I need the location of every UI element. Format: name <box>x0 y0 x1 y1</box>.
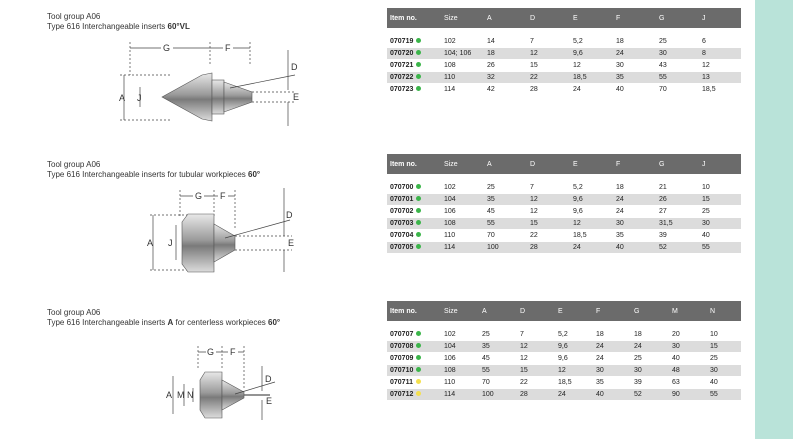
table-cell: 18,5 <box>555 377 593 389</box>
availability-dot-green <box>416 367 421 372</box>
item-number-cell <box>387 60 441 72</box>
availability-dot-yellow <box>416 391 421 396</box>
table-header <box>387 8 741 28</box>
table-cell: 22 <box>527 72 570 84</box>
table-cell: 114 <box>441 242 484 254</box>
table-cell: 39 <box>656 230 699 242</box>
table-cell: 24 <box>570 84 613 96</box>
table-cell: 30 <box>707 365 741 377</box>
item-number-cell <box>387 182 441 194</box>
table-cell: 24 <box>593 341 631 353</box>
availability-dot-green <box>416 196 421 201</box>
item-number-cell <box>387 36 441 48</box>
table-cell: 55 <box>479 365 517 377</box>
table-cell: 70 <box>484 230 527 242</box>
table-cell: 12 <box>527 206 570 218</box>
table-cell: 10 <box>707 329 741 341</box>
table-cell: 6 <box>699 36 741 48</box>
item-number-cell <box>387 230 441 242</box>
table-cell: 7 <box>527 36 570 48</box>
table-cell: 7 <box>527 182 570 194</box>
table-cell: 24 <box>613 206 656 218</box>
item-number-cell <box>387 206 441 218</box>
item-number: 070704 <box>390 232 414 239</box>
table-cell: 114 <box>441 84 484 96</box>
table-cell: 9,6 <box>570 206 613 218</box>
table-cell: 25 <box>484 182 527 194</box>
table-cell: 40 <box>707 377 741 389</box>
table-cell: 24 <box>555 389 593 401</box>
table-row <box>387 353 741 365</box>
dim-label-e: E <box>293 92 300 102</box>
section-title <box>47 12 190 32</box>
availability-dot-green <box>416 38 421 43</box>
table-cell: 55 <box>699 242 741 254</box>
table-cell: 30 <box>669 341 707 353</box>
item-number-cell <box>387 48 441 60</box>
item-number: 070709 <box>390 355 414 362</box>
table-cell: 20 <box>669 329 707 341</box>
table-cell: 35 <box>484 194 527 206</box>
availability-dot-green <box>416 184 421 189</box>
table-row <box>387 365 741 377</box>
dim-label-d: D <box>265 374 272 384</box>
column-header: G <box>656 154 699 174</box>
table-cell: 12 <box>527 194 570 206</box>
availability-dot-green <box>416 62 421 67</box>
table-cell: 63 <box>669 377 707 389</box>
availability-dot-green <box>416 86 421 91</box>
table-body <box>387 321 741 401</box>
table-cell: 30 <box>631 365 669 377</box>
table-cell: 52 <box>656 242 699 254</box>
table-cell: 10 <box>699 182 741 194</box>
dim-label-e: E <box>266 396 273 406</box>
table-cell: 15 <box>527 218 570 230</box>
table-row <box>387 242 741 254</box>
availability-dot-green <box>416 74 421 79</box>
table-row <box>387 377 741 389</box>
dim-label-f: F <box>220 191 226 201</box>
dim-label-m: M <box>177 390 185 400</box>
insert-diagram-tubular <box>110 180 310 280</box>
table-cell: 18 <box>631 329 669 341</box>
table-cell: 39 <box>631 377 669 389</box>
table-cell: 12 <box>699 60 741 72</box>
table-row <box>387 36 741 48</box>
section-heading: Tool group A06 <box>47 160 101 169</box>
dim-label-a: A <box>166 390 173 400</box>
table-cell: 30 <box>593 365 631 377</box>
table-cell: 9,6 <box>555 341 593 353</box>
availability-dot-green <box>416 208 421 213</box>
table-cell: 13 <box>699 72 741 84</box>
column-header: D <box>527 8 570 28</box>
table-cell: 110 <box>441 230 484 242</box>
column-header: E <box>570 8 613 28</box>
table-cell: 25 <box>707 353 741 365</box>
column-header: Size <box>441 154 484 174</box>
table-cell: 18,5 <box>570 72 613 84</box>
table-cell: 48 <box>669 365 707 377</box>
availability-dot-green <box>416 355 421 360</box>
table-cell: 90 <box>669 389 707 401</box>
column-header: Size <box>441 8 484 28</box>
column-header: E <box>570 154 613 174</box>
table-cell: 28 <box>517 389 555 401</box>
item-number-cell <box>387 389 441 401</box>
column-header: Item no. <box>387 301 441 321</box>
table-cell: 12 <box>570 218 613 230</box>
item-number: 070722 <box>390 74 414 81</box>
table-cell: 40 <box>669 353 707 365</box>
table-cell: 35 <box>593 377 631 389</box>
column-header: Size <box>441 301 479 321</box>
table-cell: 110 <box>441 72 484 84</box>
table-cell: 28 <box>527 242 570 254</box>
insert-diagram-centerless <box>110 338 310 438</box>
table-cell: 100 <box>484 242 527 254</box>
table-row <box>387 341 741 353</box>
table-cell: 25 <box>699 206 741 218</box>
availability-dot-green <box>416 244 421 249</box>
table-cell: 22 <box>527 230 570 242</box>
table-row <box>387 72 741 84</box>
table-cell: 18 <box>593 329 631 341</box>
table-row <box>387 182 741 194</box>
table-row <box>387 194 741 206</box>
table-cell: 55 <box>707 389 741 401</box>
table-cell: 102 <box>441 329 479 341</box>
section-subtitle: Type 616 Interchangeable inserts 60°VL <box>47 22 190 31</box>
availability-dot-green <box>416 331 421 336</box>
column-header: M <box>669 301 707 321</box>
column-header: G <box>656 8 699 28</box>
table-header <box>387 301 741 321</box>
table-cell: 15 <box>707 341 741 353</box>
table-row <box>387 329 741 341</box>
column-header: A <box>484 8 527 28</box>
table-cell: 18 <box>613 182 656 194</box>
item-number-cell <box>387 218 441 230</box>
item-number: 070701 <box>390 196 414 203</box>
dim-label-f: F <box>230 347 236 357</box>
availability-dot-green <box>416 343 421 348</box>
item-number: 070719 <box>390 38 414 45</box>
table-cell: 43 <box>656 60 699 72</box>
section-title <box>47 160 260 180</box>
table-row <box>387 218 741 230</box>
dim-label-e: E <box>288 238 295 248</box>
table-cell: 42 <box>484 84 527 96</box>
table-cell: 40 <box>593 389 631 401</box>
table-row <box>387 230 741 242</box>
table-cell: 24 <box>613 48 656 60</box>
table-cell: 40 <box>613 84 656 96</box>
table-cell: 108 <box>441 60 484 72</box>
table-cell: 15 <box>699 194 741 206</box>
item-number-cell <box>387 329 441 341</box>
table-cell: 25 <box>656 36 699 48</box>
item-number: 070708 <box>390 343 414 350</box>
item-number: 070721 <box>390 62 414 69</box>
column-header: Item no. <box>387 8 441 28</box>
table-cell: 104 <box>441 341 479 353</box>
dim-label-d: D <box>291 62 298 72</box>
table-row <box>387 84 741 96</box>
dim-label-n: N <box>187 390 194 400</box>
table-cell: 35 <box>613 230 656 242</box>
item-number-cell <box>387 365 441 377</box>
table-cell: 52 <box>631 389 669 401</box>
table-cell: 45 <box>484 206 527 218</box>
table-cell: 28 <box>527 84 570 96</box>
table-cell: 102 <box>441 182 484 194</box>
table-cell: 12 <box>570 60 613 72</box>
side-band <box>755 0 793 439</box>
table-cell: 9,6 <box>570 194 613 206</box>
spec-table-tubular <box>387 154 741 254</box>
table-cell: 7 <box>517 329 555 341</box>
table-cell: 40 <box>613 242 656 254</box>
table-cell: 24 <box>593 353 631 365</box>
column-header: F <box>613 154 656 174</box>
table-cell: 30 <box>613 218 656 230</box>
item-number: 070700 <box>390 184 414 191</box>
table-cell: 18,5 <box>570 230 613 242</box>
table-cell: 25 <box>479 329 517 341</box>
availability-dot-yellow <box>416 379 421 384</box>
table-cell: 30 <box>613 60 656 72</box>
table-cell: 12 <box>517 353 555 365</box>
dim-label-g: G <box>195 191 203 201</box>
dim-label-d: D <box>286 210 293 220</box>
dim-label-g: G <box>163 43 171 53</box>
availability-dot-green <box>416 50 421 55</box>
table-cell: 24 <box>613 194 656 206</box>
column-header: E <box>555 301 593 321</box>
column-header: N <box>707 301 741 321</box>
item-number: 070720 <box>390 50 414 57</box>
column-header: F <box>593 301 631 321</box>
table-cell: 18 <box>613 36 656 48</box>
item-number: 070702 <box>390 208 414 215</box>
column-header: A <box>484 154 527 174</box>
spec-table-vl <box>387 8 741 96</box>
table-cell: 106 <box>441 353 479 365</box>
table-cell: 5,2 <box>570 182 613 194</box>
table-cell: 15 <box>517 365 555 377</box>
table-cell: 45 <box>479 353 517 365</box>
table-cell: 70 <box>479 377 517 389</box>
table-cell: 104; 106 <box>441 48 484 60</box>
table-cell: 22 <box>517 377 555 389</box>
table-cell: 8 <box>699 48 741 60</box>
item-number: 070711 <box>390 379 413 386</box>
dim-label-j: J <box>137 93 142 103</box>
spec-table-centerless <box>387 301 741 401</box>
table-cell: 110 <box>441 377 479 389</box>
table-cell: 18,5 <box>699 84 741 96</box>
table-cell: 31,5 <box>656 218 699 230</box>
table-row <box>387 48 741 60</box>
dim-label-j: J <box>168 238 173 248</box>
table-cell: 18 <box>484 48 527 60</box>
table-cell: 12 <box>555 365 593 377</box>
table-cell: 32 <box>484 72 527 84</box>
table-cell: 35 <box>479 341 517 353</box>
section-title <box>47 308 280 328</box>
column-header: F <box>613 8 656 28</box>
table-body <box>387 28 741 96</box>
table-cell: 102 <box>441 36 484 48</box>
table-cell: 70 <box>656 84 699 96</box>
item-number: 070707 <box>390 331 414 338</box>
table-cell: 25 <box>631 353 669 365</box>
table-row <box>387 206 741 218</box>
table-cell: 114 <box>441 389 479 401</box>
column-header: Item no. <box>387 154 441 174</box>
table-cell: 26 <box>484 60 527 72</box>
table-cell: 26 <box>656 194 699 206</box>
item-number-cell <box>387 353 441 365</box>
section-heading: Tool group A06 <box>47 12 101 21</box>
table-cell: 12 <box>517 341 555 353</box>
table-cell: 9,6 <box>555 353 593 365</box>
item-number-cell <box>387 341 441 353</box>
table-cell: 100 <box>479 389 517 401</box>
dim-label-f: F <box>225 43 231 53</box>
table-cell: 104 <box>441 194 484 206</box>
table-cell: 27 <box>656 206 699 218</box>
availability-dot-green <box>416 232 421 237</box>
table-cell: 55 <box>656 72 699 84</box>
table-cell: 5,2 <box>570 36 613 48</box>
table-cell: 9,6 <box>570 48 613 60</box>
section-heading: Tool group A06 <box>47 308 101 317</box>
table-row <box>387 60 741 72</box>
table-cell: 30 <box>656 48 699 60</box>
item-number: 070723 <box>390 86 414 93</box>
column-header: G <box>631 301 669 321</box>
table-cell: 55 <box>484 218 527 230</box>
table-cell: 106 <box>441 206 484 218</box>
section-subtitle: Type 616 Interchangeable inserts for tubular workpieces 60° <box>47 170 261 179</box>
table-cell: 108 <box>441 365 479 377</box>
item-number-cell <box>387 377 441 389</box>
table-cell: 40 <box>699 230 741 242</box>
item-number-cell <box>387 72 441 84</box>
column-header: D <box>517 301 555 321</box>
table-body <box>387 174 741 254</box>
column-header: J <box>699 154 741 174</box>
dim-label-g: G <box>207 347 215 357</box>
table-cell: 14 <box>484 36 527 48</box>
table-header <box>387 154 741 174</box>
table-cell: 5,2 <box>555 329 593 341</box>
item-number-cell <box>387 194 441 206</box>
item-number-cell <box>387 242 441 254</box>
table-cell: 24 <box>631 341 669 353</box>
item-number-cell <box>387 84 441 96</box>
section-subtitle: Type 616 Interchangeable inserts A for centerless workpieces 60° <box>47 318 281 327</box>
table-cell: 21 <box>656 182 699 194</box>
item-number: 070705 <box>390 244 414 251</box>
table-cell: 30 <box>699 218 741 230</box>
item-number: 070703 <box>390 220 414 227</box>
column-header: A <box>479 301 517 321</box>
dim-label-a: A <box>147 238 154 248</box>
table-cell: 12 <box>527 48 570 60</box>
column-header: D <box>527 154 570 174</box>
table-row <box>387 389 741 401</box>
table-cell: 108 <box>441 218 484 230</box>
item-number: 070712 <box>390 391 414 398</box>
availability-dot-green <box>416 220 421 225</box>
insert-diagram-vl <box>110 30 310 130</box>
dim-label-a: A <box>119 93 126 103</box>
column-header: J <box>699 8 741 28</box>
table-cell: 24 <box>570 242 613 254</box>
table-cell: 35 <box>613 72 656 84</box>
item-number: 070710 <box>390 367 414 374</box>
table-cell: 15 <box>527 60 570 72</box>
